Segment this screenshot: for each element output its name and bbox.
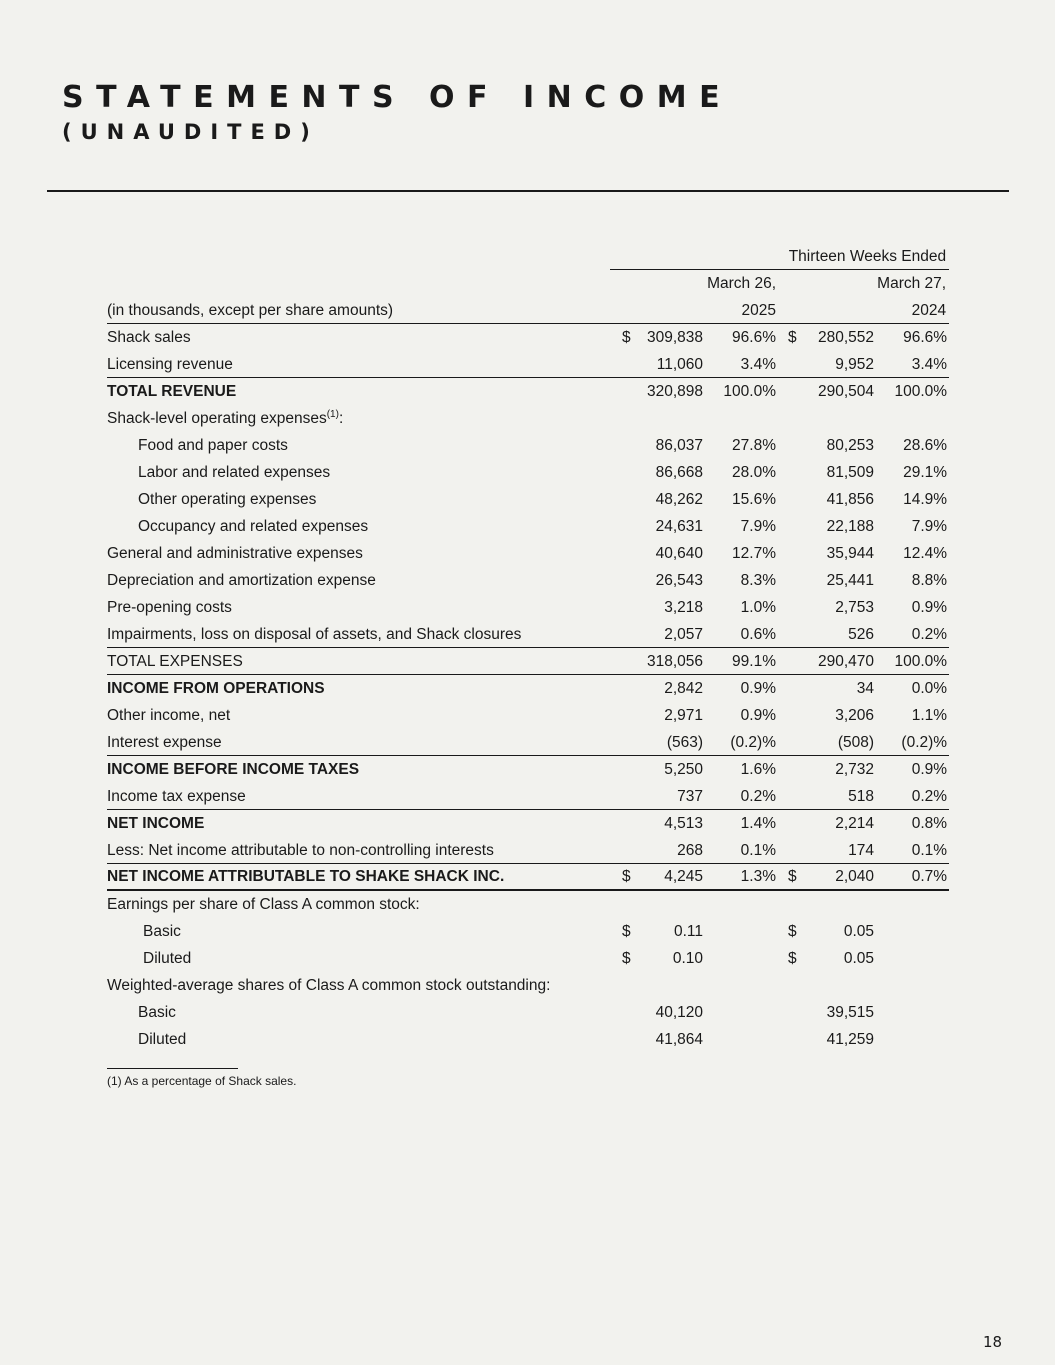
percent-2025: 12.7%: [732, 545, 776, 562]
percent-2025: 15.6%: [732, 491, 776, 508]
table-row: [107, 620, 949, 647]
percent-2024: 0.1%: [911, 841, 948, 859]
table-row: [107, 971, 949, 998]
value-2024: 39,515: [826, 1004, 874, 1021]
value-2025: 48,262: [655, 491, 703, 508]
percent-2024: 0.8%: [874, 809, 949, 836]
value-2024: 34: [801, 674, 874, 701]
row-label: TOTAL REVENUE: [107, 377, 610, 404]
table-row: [107, 377, 949, 404]
row-label: Diluted: [138, 1031, 187, 1048]
row-label: Earnings per share of Class A common stock:: [107, 896, 420, 913]
value-2025: (563): [666, 733, 703, 751]
row-label: Income tax expense: [107, 787, 246, 805]
row-label: Labor and related expenses: [138, 464, 331, 481]
value-2024: 280,552: [817, 329, 874, 346]
row-label: NET INCOME ATTRIBUTABLE TO SHAKE SHACK INC.: [107, 863, 610, 890]
percent-2025: 0.9%: [703, 674, 776, 701]
percent-2024: 1.1%: [911, 707, 948, 724]
currency-symbol: $: [622, 329, 631, 346]
percent-2024: (0.2)%: [901, 733, 948, 751]
row-label: Occupancy and related expenses: [138, 518, 369, 535]
footnote-divider: [107, 1068, 238, 1069]
percent-2024: 100.0%: [874, 377, 949, 404]
table-row: [107, 998, 949, 1025]
row-label: TOTAL EXPENSES: [107, 647, 610, 674]
percent-2024: 14.9%: [903, 491, 948, 508]
percent-2024: 29.1%: [903, 464, 948, 481]
value-2024: 41,856: [826, 491, 874, 508]
table-row: [107, 701, 949, 728]
percent-2025: 0.6%: [740, 625, 776, 643]
value-2025: 737: [677, 787, 703, 805]
value-2025: 86,668: [655, 464, 703, 481]
percent-2025: 1.0%: [740, 599, 776, 616]
table-row: [107, 485, 949, 512]
value-2024: 0.05: [843, 923, 874, 940]
page-number: 18: [983, 1333, 1003, 1351]
row-label: Other income, net: [107, 707, 231, 724]
percent-2025: 8.3%: [740, 572, 776, 589]
percent-2024: 28.6%: [903, 437, 948, 454]
value-2025: 309,838: [646, 329, 703, 346]
table-row: [107, 431, 949, 458]
table-row: [107, 755, 949, 782]
row-label: Weighted-average shares of Class A common stock outstanding:: [107, 977, 551, 994]
value-2025: 320,898: [635, 377, 703, 404]
table-row: [107, 350, 949, 377]
column-header-2025-year: 2025: [610, 296, 776, 323]
currency-symbol: $: [788, 950, 797, 967]
column-header-row-1: [107, 269, 949, 296]
row-label: Shack sales: [107, 329, 191, 346]
value-2025: 2,842: [635, 674, 703, 701]
value-2025: 3,218: [664, 599, 703, 616]
percent-2024: 0.9%: [874, 755, 949, 782]
column-header-2025-date: March 26,: [707, 275, 776, 292]
income-statement-table: [107, 242, 949, 1052]
value-2025: 4,245: [635, 863, 703, 890]
value-2024: 25,441: [826, 572, 874, 589]
row-label: Impairments, loss on disposal of assets, and Shack closures: [107, 625, 522, 643]
percent-2025: 96.6%: [732, 329, 776, 346]
value-2024: 2,214: [801, 809, 874, 836]
row-label: Depreciation and amortization expense: [107, 572, 376, 589]
percent-2024: 0.7%: [874, 863, 949, 890]
value-2024: 35,944: [826, 545, 874, 562]
table-row: [107, 566, 949, 593]
row-label: Basic: [138, 1004, 176, 1021]
row-label: Diluted: [143, 950, 192, 967]
page-subtitle: (UNAUDITED): [62, 120, 319, 144]
value-2024: 41,259: [826, 1031, 874, 1048]
currency-symbol: $: [788, 329, 797, 346]
units-label: (in thousands, except per share amounts): [107, 296, 610, 323]
percent-2025: 0.1%: [740, 841, 776, 859]
percent-2024: 0.9%: [911, 599, 948, 616]
value-2025: 4,513: [635, 809, 703, 836]
row-label: Other operating expenses: [138, 491, 317, 508]
row-label-suffix: :: [338, 410, 344, 427]
percent-2025: 27.8%: [732, 437, 776, 454]
table-row: [107, 728, 949, 755]
currency-symbol: $: [776, 863, 801, 890]
value-2025: 40,120: [655, 1004, 703, 1021]
table-row: [107, 674, 949, 701]
row-label: INCOME BEFORE INCOME TAXES: [107, 755, 610, 782]
row-label: [107, 404, 610, 431]
value-2024: 0.05: [843, 950, 874, 967]
title-divider: [47, 190, 1009, 192]
period-header: Thirteen Weeks Ended: [610, 242, 949, 269]
currency-symbol: $: [788, 923, 797, 940]
value-2024: 22,188: [826, 518, 874, 535]
table-row: [107, 512, 949, 539]
value-2025: 2,057: [664, 625, 703, 643]
percent-2024: 100.0%: [874, 647, 949, 674]
period-header-row: [107, 242, 949, 269]
percent-2025: (0.2)%: [730, 733, 776, 751]
percent-2025: 1.6%: [703, 755, 776, 782]
footnote-marker: (1): [326, 408, 339, 420]
row-label: INCOME FROM OPERATIONS: [107, 674, 610, 701]
row-label: General and administrative expenses: [107, 545, 363, 562]
row-label: Less: Net income attributable to non-controlling interests: [107, 841, 494, 859]
value-2025: 11,060: [656, 355, 703, 373]
row-label: Licensing revenue: [107, 355, 233, 373]
percent-2025: 3.4%: [740, 355, 776, 373]
percent-2024: 3.4%: [911, 355, 948, 373]
percent-2024: 12.4%: [903, 545, 948, 562]
value-2024: 2,040: [801, 863, 874, 890]
value-2024: 2,732: [801, 755, 874, 782]
table-row: [107, 539, 949, 566]
value-2025: 41,864: [655, 1031, 703, 1048]
value-2025: 0.11: [673, 923, 703, 940]
value-2025: 26,543: [655, 572, 703, 589]
row-label: Pre-opening costs: [107, 599, 232, 616]
page-title: STATEMENTS OF INCOME: [62, 80, 733, 115]
percent-2025: 7.9%: [740, 518, 776, 535]
currency-symbol: $: [622, 923, 631, 940]
table-row: [107, 917, 949, 944]
percent-2025: 0.2%: [740, 787, 776, 805]
value-2025: 40,640: [655, 545, 703, 562]
table-row: [107, 593, 949, 620]
percent-2024: 0.2%: [911, 787, 948, 805]
value-2025: 0.10: [672, 950, 703, 967]
table-row: [107, 890, 949, 917]
value-2025: 5,250: [635, 755, 703, 782]
table-row: [107, 404, 949, 431]
value-2024: 290,470: [801, 647, 874, 674]
value-2025: 268: [677, 841, 703, 859]
value-2024: 81,509: [826, 464, 874, 481]
value-2024: 526: [848, 625, 874, 643]
column-header-2024-date: March 27,: [877, 275, 947, 292]
percent-2025: 1.3%: [703, 863, 776, 890]
currency-symbol: $: [622, 950, 631, 967]
percent-2025: 1.4%: [703, 809, 776, 836]
value-2024: 9,952: [835, 355, 874, 373]
value-2024: 174: [848, 841, 874, 859]
value-2024: 518: [848, 787, 874, 805]
percent-2024: 0.0%: [874, 674, 949, 701]
table-row: [107, 836, 949, 863]
percent-2024: 96.6%: [903, 329, 948, 346]
table-row: [107, 458, 949, 485]
value-2024: 2,753: [835, 599, 874, 616]
row-label: Interest expense: [107, 733, 222, 751]
percent-2025: 0.9%: [740, 707, 776, 724]
table-row: [107, 944, 949, 971]
row-label: Food and paper costs: [138, 437, 288, 454]
percent-2024: 0.2%: [911, 625, 948, 643]
row-label: NET INCOME: [107, 809, 610, 836]
row-label: Basic: [143, 923, 181, 940]
table-row: [107, 1025, 949, 1052]
column-header-2024-year: 2024: [776, 296, 949, 323]
column-header-row-2: [107, 296, 949, 323]
value-2025: 86,037: [655, 437, 703, 454]
value-2024: 80,253: [826, 437, 874, 454]
table-row: [107, 647, 949, 674]
value-2024: (508): [837, 733, 874, 751]
table-row: [107, 782, 949, 809]
value-2025: 2,971: [664, 707, 703, 724]
percent-2024: 7.9%: [911, 518, 948, 535]
table-row: [107, 323, 949, 350]
table-row: [107, 863, 949, 890]
currency-symbol: $: [610, 863, 635, 890]
table-row: [107, 809, 949, 836]
row-label-text: Shack-level operating expenses: [107, 410, 327, 427]
value-2025: 24,631: [655, 518, 703, 535]
percent-2025: 28.0%: [732, 464, 776, 481]
percent-2024: 8.8%: [911, 572, 948, 589]
value-2025: 318,056: [635, 647, 703, 674]
percent-2025: 100.0%: [703, 377, 776, 404]
value-2024: 290,504: [801, 377, 874, 404]
percent-2025: 99.1%: [703, 647, 776, 674]
footnote: (1) As a percentage of Shack sales.: [107, 1074, 297, 1088]
value-2024: 3,206: [835, 707, 874, 724]
